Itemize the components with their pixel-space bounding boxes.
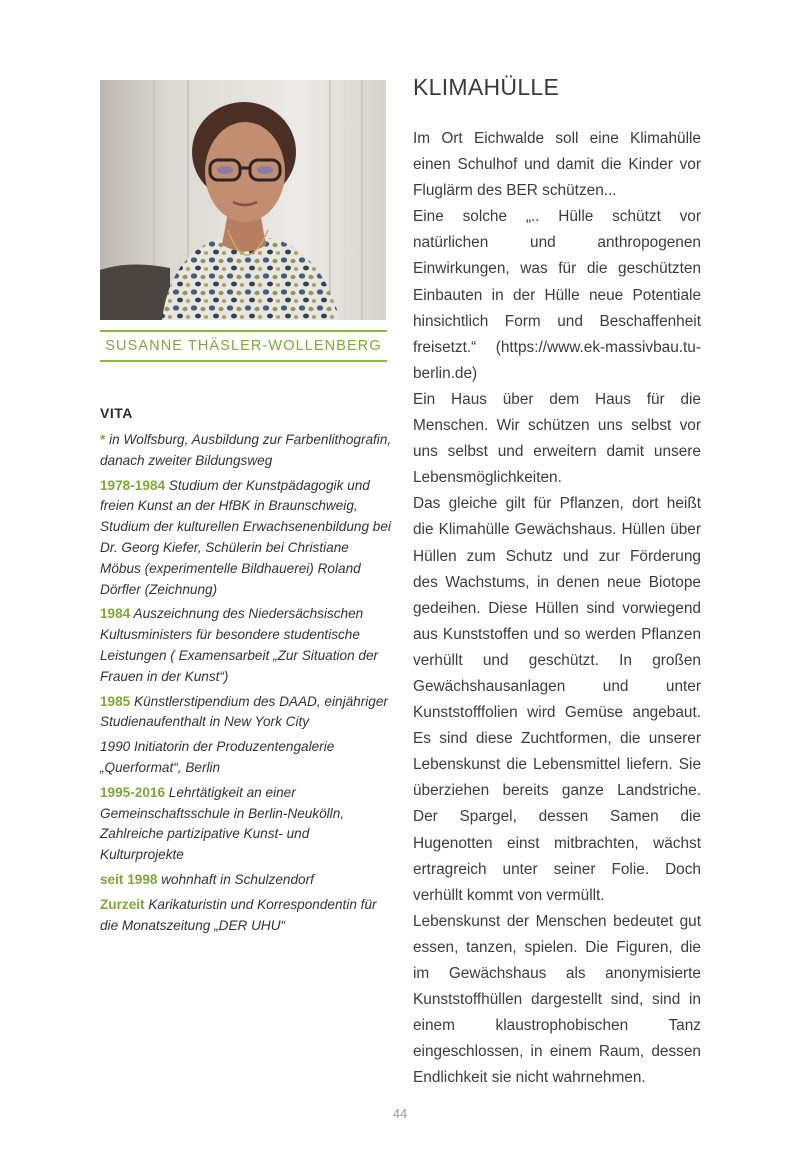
article-paragraph: Ein Haus über dem Haus für die Menschen. Wir schützen uns selbst vor uns selbst und erweitern damit unsere Lebensmöglichkeiten. xyxy=(413,390,701,487)
vita-year: 1978-1984 xyxy=(100,477,166,493)
vita-text: Studium der Kunstpädagogik und freien Kunst an der HfBK in Braunschweig, Studium der kulturellen Erwachsenenbildung bei Dr. Georg Kiefer, Schülerin bei Christiane Möbus (experimentelle Bildhauerei) Roland Dörfler (Zeichnung) xyxy=(100,477,391,597)
vita-entry xyxy=(100,870,392,891)
vita-text: Karikaturistin und Korrespondentin für die Monatszeitung „DER UHU“ xyxy=(100,896,377,933)
vita-entry xyxy=(100,430,392,472)
caption-rule-top xyxy=(100,330,387,332)
vita-text: Auszeichnung des Niedersächsischen Kultusministers für besondere studentische Leistungen ( Examensarbeit „Zur Situation der Frauen in der Kunst“) xyxy=(100,606,379,684)
vita-year: 1984 xyxy=(100,606,131,622)
portrait-photo xyxy=(100,80,386,320)
vita-text: 1990 Initiatorin der Produzentengalerie „Querformat“, Berlin xyxy=(100,739,335,775)
vita-text: in Wolfsburg, Ausbildung zur Farbenlithografin, danach zweiter Bildungsweg xyxy=(100,432,392,468)
vita-text: Künstlerstipendium des DAAD, einjähriger Studienaufenthalt in New York City xyxy=(100,693,388,730)
article-paragraph: Lebenskunst der Menschen bedeutet gut essen, tanzen, spielen. Die Figuren, die im Gewächshaus als anonymisierte Kunststoffhüllen dargestellt sind, sind in einem klaustrophobischen Tanz eingeschlossen, in einem Raum, dessen Endlichkeit sie nicht wahrnehmen. xyxy=(413,912,701,1087)
vita-entry xyxy=(100,476,392,601)
article-paragraph: Eine solche „.. Hülle schützt vor natürlichen und anthropogenen Einwirkungen, was für die geschützten Einbauten in der Hülle neue Potentiale hinsichtlich Form und Beschaffenheit freisetzt.“ (https://www.ek-massivbau.tu-berlin.de) xyxy=(413,208,701,382)
article-paragraph: Im Ort Eichwalde soll eine Klimahülle einen Schulhof und damit die Kinder vor Fluglärm des BER schützen... xyxy=(413,130,701,200)
vita-year: seit 1998 xyxy=(100,871,158,887)
vita-year: * xyxy=(100,432,106,447)
vita-entry xyxy=(100,895,392,937)
portrait-caption: SUSANNE THÄSLER-WOLLENBERG xyxy=(105,338,382,354)
vita-list xyxy=(100,430,392,940)
vita-text: Lehrtätigkeit an einer Gemeinschaftsschule in Berlin-Neukölln, Zahlreiche partizipative Kunst- und Kulturprojekte xyxy=(100,784,345,863)
article-body xyxy=(413,126,701,1091)
vita-title: VITA xyxy=(100,405,133,421)
vita-year: 1995-2016 xyxy=(100,784,166,800)
vita-entry xyxy=(100,604,392,687)
vita-entry xyxy=(100,692,392,734)
article-title: KLIMAHÜLLE xyxy=(413,74,560,100)
vita-entry xyxy=(100,783,392,866)
vita-text: wohnhaft in Schulzendorf xyxy=(157,871,314,887)
vita-year: 1985 xyxy=(100,693,131,709)
vita-entry xyxy=(100,737,392,779)
vita-year: Zurzeit xyxy=(100,896,145,912)
article-paragraph: Das gleiche gilt für Pflanzen, dort heißt die Klimahülle Gewächshaus. Hüllen über Hüllen zum Schutz und zur Förderung des Wachstums, in denen neue Biotope gedeihen. Diese Hüllen sind vorwiegend aus Kunststoffen und so werden Pflanzen verhüllt und geschützt. In großen Gewächshausanlagen und unter Kunststofffolien wird Gemüse angebaut. Es sind diese Zuchtformen, die unserer Lebenskunst die Lebensmittel liefern. Sie überziehen bereits ganze Landstriche. Der Spargel, dessen Samen die Hugenotten einst mitbrachten, wächst ertragreich unter seiner Folie. Doch verhüllt kommt von vermüllt. xyxy=(413,495,701,904)
caption-rule-bottom xyxy=(100,360,387,362)
page-number: 44 xyxy=(392,1106,408,1121)
